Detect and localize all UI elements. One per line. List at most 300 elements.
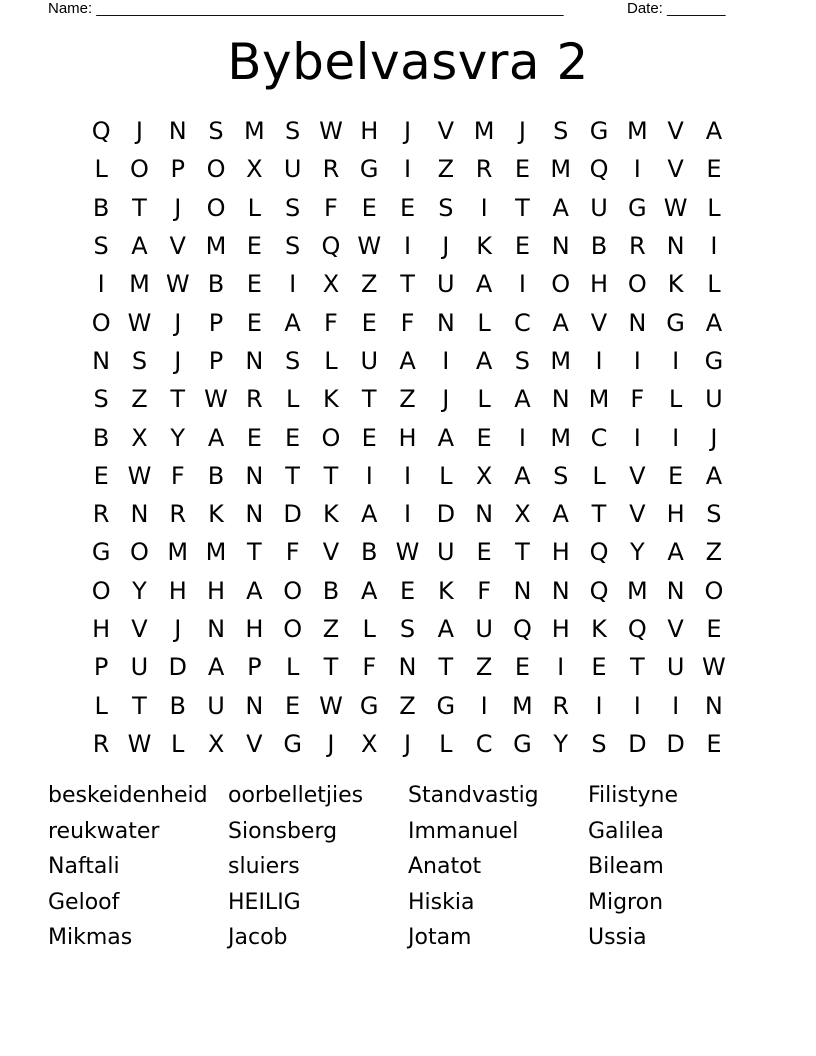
grid-letter: U: [666, 653, 685, 682]
grid-letter: E: [668, 461, 684, 490]
grid-letter: F: [400, 308, 415, 337]
grid-letter: O: [206, 155, 226, 184]
grid-letter: E: [514, 653, 530, 682]
grid-letter: W: [319, 691, 343, 720]
grid-letter: C: [590, 423, 608, 452]
grid-letter: U: [130, 653, 149, 682]
grid-letter: U: [283, 155, 302, 184]
grid-letter: I: [633, 346, 641, 375]
grid-letter: U: [437, 538, 455, 567]
grid-letter: B: [590, 232, 608, 261]
grid-letter: W: [702, 653, 726, 682]
grid-letter: O: [206, 193, 226, 222]
grid-letter: L: [285, 385, 300, 414]
grid-letter: N: [436, 308, 455, 337]
grid-letter: Z: [399, 385, 416, 414]
grid-letter: Z: [361, 270, 378, 299]
grid-letter: H: [168, 576, 187, 605]
grid-letter: G: [589, 117, 609, 146]
word-list-item: Filistyne: [588, 783, 678, 808]
grid-letter: U: [475, 615, 493, 643]
grid-letter: W: [165, 270, 190, 299]
grid-letter: X: [322, 270, 340, 299]
grid-letter: U: [360, 346, 379, 375]
grid-letter: N: [551, 385, 570, 414]
grid-letter: Z: [475, 653, 493, 682]
grid-letter: N: [245, 461, 264, 490]
grid-letter: O: [130, 538, 149, 567]
grid-letter: G: [359, 155, 379, 184]
grid-letter: P: [93, 653, 109, 682]
grid-letter: K: [437, 576, 454, 605]
grid-letter: O: [91, 308, 111, 337]
grid-letter: Y: [170, 423, 186, 452]
grid-letter: E: [476, 538, 492, 567]
date-field-label: Date: _______: [627, 0, 726, 17]
grid-letter: S: [706, 500, 722, 529]
grid-letter: I: [403, 461, 412, 490]
grid-letter: N: [398, 653, 417, 682]
grid-letter: M: [626, 117, 648, 146]
grid-letter: K: [208, 500, 224, 529]
grid-letter: S: [553, 461, 569, 490]
word-list-item: Anatot: [408, 854, 482, 879]
grid-letter: A: [552, 308, 569, 337]
grid-letter: T: [629, 653, 645, 682]
grid-letter: N: [475, 500, 494, 529]
grid-letter: E: [361, 423, 377, 452]
grid-letter: L: [362, 615, 376, 643]
grid-letter: Z: [322, 615, 340, 643]
grid-letter: O: [627, 270, 647, 299]
grid-letter: N: [207, 615, 226, 643]
word-list-item: Jotam: [408, 925, 472, 950]
grid-letter: S: [514, 346, 531, 375]
word-list-item: HEILIG: [228, 889, 301, 915]
grid-letter: D: [628, 729, 647, 758]
grid-letter: X: [514, 500, 531, 529]
header: [48, 0, 748, 20]
grid-letter: M: [129, 270, 150, 299]
grid-letter: E: [514, 232, 530, 261]
grid-letter: T: [170, 385, 186, 414]
grid-letter: J: [174, 346, 182, 375]
word-list-item: Naftali: [48, 854, 120, 879]
word-list-item: Standvastig: [408, 783, 539, 808]
grid-letter: X: [131, 423, 148, 452]
grid-letter: M: [550, 423, 572, 452]
grid-letter: H: [398, 423, 417, 452]
grid-letter: A: [667, 538, 684, 567]
grid-letter: A: [514, 461, 531, 490]
grid-letter: T: [400, 270, 415, 299]
grid-letter: E: [706, 155, 722, 184]
grid-letter: N: [666, 232, 685, 261]
grid-letter: J: [518, 117, 526, 146]
grid-letter: Q: [589, 576, 609, 605]
grid-letter: S: [285, 117, 301, 146]
grid-letter: A: [207, 423, 225, 452]
word-list-item: Immanuel: [408, 818, 519, 844]
grid-letter: L: [94, 691, 108, 720]
grid-letter: E: [246, 232, 262, 261]
grid-letter: I: [672, 691, 680, 720]
grid-letter: K: [476, 232, 492, 261]
grid-letter: N: [551, 232, 570, 261]
grid-letter: P: [247, 653, 262, 682]
grid-letter: A: [437, 615, 455, 643]
grid-letter: I: [365, 461, 373, 490]
grid-letter: M: [473, 117, 495, 146]
grid-letter: J: [403, 729, 412, 758]
grid-letter: U: [590, 193, 608, 222]
grid-letter: A: [361, 500, 378, 529]
word-list-item: Hiskia: [408, 889, 475, 915]
grid-letter: L: [707, 270, 721, 299]
grid-letter: E: [399, 193, 416, 222]
grid-letter: B: [207, 270, 225, 299]
grid-letter: A: [514, 385, 531, 414]
grid-letter: L: [439, 461, 453, 490]
grid-letter: P: [208, 346, 224, 375]
grid-letter: B: [169, 691, 186, 720]
grid-letter: I: [480, 691, 488, 720]
word-list: [48, 778, 768, 956]
grid-letter: V: [629, 500, 646, 529]
grid-letter: M: [205, 232, 227, 261]
grid-letter: I: [633, 691, 641, 720]
grid-letter: K: [323, 385, 339, 414]
grid-letter: J: [442, 385, 450, 414]
grid-letter: A: [705, 308, 723, 337]
grid-letter: W: [357, 232, 382, 261]
grid-letter: I: [518, 270, 526, 299]
word-list-item: sluiers: [228, 854, 300, 879]
grid-letter: A: [475, 346, 493, 375]
grid-letter: T: [323, 461, 339, 490]
grid-letter: E: [93, 461, 109, 490]
grid-letter: L: [439, 729, 453, 758]
grid-letter: G: [666, 308, 685, 337]
grid-letter: N: [245, 691, 264, 720]
word-list-item: Galilea: [588, 818, 664, 844]
grid-letter: U: [207, 691, 225, 720]
word-list-item: Mikmas: [48, 925, 133, 950]
grid-letter: A: [207, 653, 225, 682]
grid-letter: W: [127, 729, 152, 758]
grid-letter: M: [626, 576, 648, 605]
grid-letter: I: [633, 423, 641, 452]
grid-letter: D: [666, 729, 685, 758]
grid-letter: L: [285, 653, 300, 682]
grid-letter: Q: [589, 538, 609, 567]
grid-letter: V: [131, 615, 148, 643]
grid-letter: A: [475, 270, 493, 299]
grid-letter: A: [705, 117, 723, 146]
grid-letter: S: [285, 193, 301, 222]
grid-letter: U: [437, 270, 455, 299]
grid-letter: R: [628, 232, 646, 261]
grid-letter: U: [705, 385, 723, 414]
grid-letter: W: [663, 193, 688, 222]
page-title: Bybelvasvra 2: [227, 33, 589, 91]
grid-letter: G: [91, 538, 111, 567]
grid-letter: Z: [437, 155, 455, 184]
grid-letter: S: [131, 346, 148, 375]
grid-letter: K: [323, 500, 339, 529]
grid-letter: V: [629, 461, 646, 490]
grid-letter: X: [475, 461, 493, 490]
grid-letter: T: [247, 538, 262, 567]
word-list-item: Bileam: [588, 854, 664, 879]
grid-letter: E: [285, 691, 301, 720]
grid-letter: N: [168, 117, 187, 146]
grid-letter: T: [361, 385, 377, 414]
grid-letter: M: [550, 155, 572, 184]
grid-letter: J: [327, 729, 335, 758]
grid-letter: B: [207, 461, 225, 490]
grid-letter: A: [552, 500, 569, 529]
grid-letter: T: [515, 538, 530, 567]
grid-letter: Y: [132, 576, 147, 605]
grid-letter: E: [246, 308, 262, 337]
grid-letter: I: [480, 193, 488, 222]
grid-letter: H: [245, 615, 264, 643]
grid-letter: I: [672, 346, 680, 375]
grid-letter: W: [395, 538, 420, 567]
grid-letter: K: [591, 615, 607, 643]
grid-letter: X: [246, 155, 263, 184]
grid-letter: C: [475, 729, 493, 758]
grid-letter: H: [207, 576, 226, 605]
grid-letter: T: [438, 653, 454, 682]
grid-letter: B: [92, 193, 110, 222]
grid-letter: S: [285, 232, 301, 261]
grid-letter: R: [92, 500, 110, 529]
word-list-item: beskeidenheid: [48, 783, 208, 808]
grid-letter: Z: [705, 538, 723, 567]
grid-letter: Q: [589, 155, 609, 184]
grid-letter: T: [591, 500, 607, 529]
grid-letter: G: [436, 691, 456, 720]
grid-letter: T: [132, 691, 147, 720]
grid-letter: Q: [512, 615, 532, 643]
grid-letter: G: [704, 346, 724, 375]
grid-letter: Z: [399, 691, 416, 720]
grid-letter: J: [403, 117, 412, 146]
grid-letter: L: [707, 193, 721, 222]
grid-letter: T: [285, 461, 300, 490]
grid-letter: V: [667, 615, 684, 643]
grid-letter: L: [477, 308, 491, 337]
grid-letter: J: [442, 232, 450, 261]
grid-letter: L: [94, 155, 108, 184]
grid-letter: S: [208, 117, 224, 146]
grid-letter: Z: [131, 385, 148, 414]
grid-letter: D: [283, 500, 302, 529]
grid-letter: W: [204, 385, 228, 414]
grid-letter: G: [628, 193, 647, 222]
grid-letter: N: [130, 500, 149, 529]
grid-letter: I: [403, 232, 412, 261]
grid-letter: O: [551, 270, 571, 299]
grid-letter: I: [672, 423, 680, 452]
grid-letter: S: [285, 346, 301, 375]
grid-letter: E: [591, 653, 607, 682]
grid-letter: R: [322, 155, 340, 184]
grid-letter: N: [513, 576, 532, 605]
grid-letter: H: [666, 500, 685, 529]
grid-letter: A: [361, 576, 378, 605]
grid-letter: N: [628, 308, 647, 337]
grid-letter: V: [169, 232, 186, 261]
grid-letter: F: [630, 385, 645, 414]
grid-letter: B: [322, 576, 340, 605]
grid-letter: F: [170, 461, 185, 490]
grid-letter: V: [590, 308, 608, 337]
grid-letter: E: [476, 423, 492, 452]
grid-letter: J: [174, 308, 182, 337]
grid-letter: Y: [553, 729, 569, 758]
grid-letter: E: [706, 615, 722, 643]
grid-letter: T: [132, 193, 147, 222]
grid-letter: S: [399, 615, 416, 643]
grid-letter: O: [704, 576, 724, 605]
grid-letter: E: [361, 308, 377, 337]
grid-letter: G: [359, 691, 379, 720]
grid-letter: G: [283, 729, 302, 758]
grid-letter: M: [205, 538, 227, 567]
grid-letter: R: [92, 729, 110, 758]
grid-letter: V: [246, 729, 263, 758]
grid-letter: P: [170, 155, 185, 184]
grid-letter: A: [399, 346, 416, 375]
name-field-label: Name: ________________________________________________________: [48, 0, 564, 17]
grid-letter: V: [667, 155, 684, 184]
grid-letter: L: [477, 385, 491, 414]
grid-letter: O: [130, 155, 149, 184]
grid-letter: N: [245, 346, 264, 375]
grid-letter: K: [667, 270, 684, 299]
grid-letter: N: [704, 691, 723, 720]
grid-letter: I: [557, 653, 565, 682]
grid-letter: D: [168, 653, 187, 682]
grid-letter: C: [514, 308, 531, 337]
grid-letter: N: [245, 500, 264, 529]
grid-letter: I: [97, 270, 105, 299]
grid-letter: L: [247, 193, 262, 222]
grid-letter: A: [437, 423, 455, 452]
grid-letter: S: [93, 232, 109, 261]
grid-letter: Q: [91, 117, 111, 146]
grid-letter: X: [361, 729, 378, 758]
grid-letter: L: [668, 385, 683, 414]
grid-letter: F: [362, 653, 377, 682]
grid-letter: E: [399, 576, 416, 605]
grid-letter: L: [592, 461, 606, 490]
word-list-item: Geloof: [48, 889, 120, 915]
grid-letter: V: [437, 117, 455, 146]
grid-letter: J: [174, 615, 182, 643]
grid-letter: E: [285, 423, 301, 452]
grid-letter: D: [436, 500, 456, 529]
grid-letter: P: [208, 308, 224, 337]
grid-letter: H: [551, 538, 570, 567]
grid-letter: E: [246, 270, 262, 299]
letter-grid: [82, 112, 733, 763]
grid-letter: V: [667, 117, 684, 146]
grid-letter: R: [169, 500, 187, 529]
grid-letter: O: [283, 615, 303, 643]
grid-letter: N: [551, 576, 570, 605]
grid-letter: W: [319, 117, 343, 146]
grid-letter: E: [361, 193, 377, 222]
grid-letter: I: [442, 346, 450, 375]
grid-letter: M: [588, 385, 610, 414]
grid-letter: W: [127, 461, 152, 490]
grid-letter: I: [595, 346, 603, 375]
grid-letter: J: [174, 193, 182, 222]
grid-letter: E: [246, 423, 262, 452]
grid-letter: F: [477, 576, 492, 605]
grid-letter: E: [514, 155, 530, 184]
grid-letter: G: [513, 729, 532, 758]
grid-letter: I: [595, 691, 603, 720]
grid-letter: I: [289, 270, 297, 299]
grid-letter: A: [246, 576, 263, 605]
grid-letter: I: [710, 232, 718, 261]
grid-letter: I: [633, 155, 641, 184]
word-list-item: reukwater: [48, 818, 160, 844]
grid-letter: S: [591, 729, 607, 758]
grid-letter: M: [512, 691, 533, 720]
grid-letter: F: [324, 193, 338, 222]
grid-letter: I: [403, 500, 412, 529]
grid-letter: M: [550, 346, 572, 375]
grid-letter: M: [167, 538, 189, 567]
grid-letter: S: [438, 193, 454, 222]
grid-letter: O: [321, 423, 341, 452]
grid-letter: B: [92, 423, 110, 452]
word-list-item: Migron: [588, 889, 664, 915]
grid-letter: R: [245, 385, 263, 414]
grid-letter: T: [515, 193, 530, 222]
word-list-item: oorbelletjies: [228, 783, 364, 808]
grid-letter: J: [135, 117, 143, 146]
grid-letter: H: [589, 270, 609, 299]
grid-letter: Q: [321, 232, 341, 261]
word-list-item: Jacob: [228, 925, 288, 950]
grid-letter: F: [285, 538, 300, 567]
grid-letter: L: [171, 729, 185, 758]
grid-letter: A: [705, 461, 723, 490]
grid-letter: O: [283, 576, 303, 605]
grid-letter: N: [666, 576, 685, 605]
grid-letter: W: [127, 308, 152, 337]
grid-letter: I: [403, 155, 412, 184]
grid-letter: R: [552, 691, 570, 720]
grid-letter: N: [92, 346, 111, 375]
grid-letter: M: [243, 117, 265, 146]
grid-letter: O: [91, 576, 111, 605]
word-list-item: Ussia: [588, 925, 647, 950]
grid-letter: F: [324, 308, 338, 337]
grid-letter: H: [551, 615, 570, 643]
grid-letter: Q: [627, 615, 647, 643]
grid-letter: Y: [629, 538, 645, 567]
grid-letter: H: [92, 615, 111, 643]
grid-letter: V: [322, 538, 340, 567]
